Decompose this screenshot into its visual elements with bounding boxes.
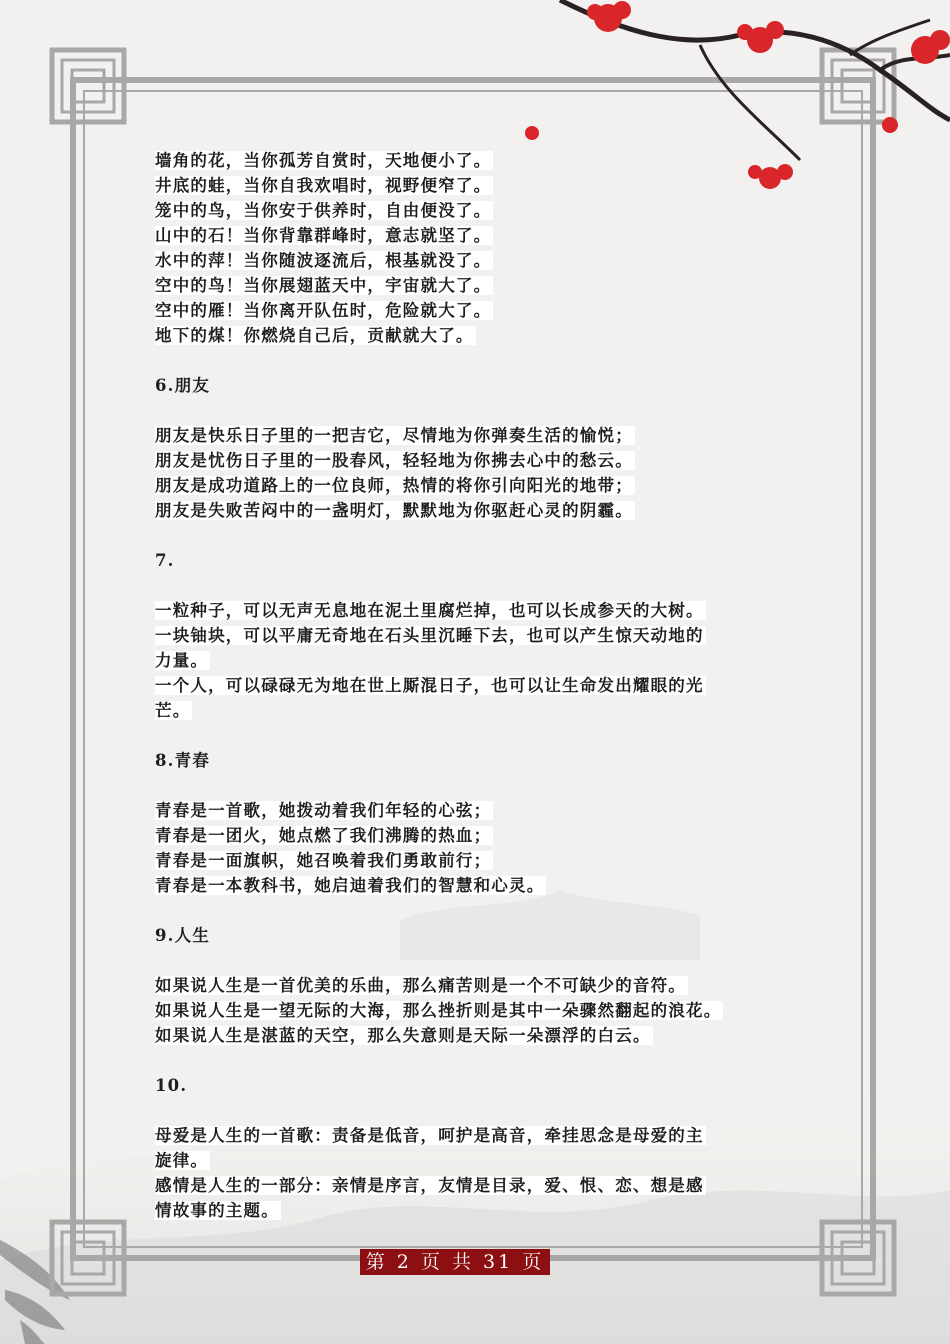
poem-line: 山中的石！当你背靠群峰时，意志就坚了。 [155, 226, 492, 245]
poem-line: 井底的蛙，当你自我欢唱时，视野便窄了。 [155, 176, 492, 195]
paragraph-line: 朋友是快乐日子里的一把吉它，尽情地为你弹奏生活的愉悦； [155, 426, 633, 445]
section-heading: 9.人生 [155, 926, 211, 945]
paragraph-line: 如果说人生是湛蓝的天空，那么失意则是天际一朵漂浮的白云。 [155, 1026, 651, 1045]
paragraph-line: 青春是一面旗帜，她召唤着我们勇敢前行； [155, 851, 492, 870]
paragraph-line: 力量。 [155, 651, 209, 670]
poem-line: 墙角的花，当你孤芳自赏时，天地便小了。 [155, 151, 492, 170]
section-heading: 8.青春 [155, 751, 211, 770]
paragraph-line: 如果说人生是一望无际的大海，那么挫折则是其中一朵骤然翻起的浪花。 [155, 1001, 722, 1020]
corner-knot-top-left [52, 50, 124, 122]
section-heading: 10. [155, 1076, 188, 1095]
ink-mountains [0, 890, 950, 1344]
paragraph-line: 青春是一本教科书，她启迪着我们的智慧和心灵。 [155, 876, 545, 895]
paragraph-line: 朋友是失败苦闷中的一盏明灯，默默地为你驱赶心灵的阴霾。 [155, 501, 633, 520]
paragraph-line: 旋律。 [155, 1151, 209, 1170]
poem-line: 笼中的鸟，当你安于供养时，自由便没了。 [155, 201, 492, 220]
paragraph-line: 母爱是人生的一首歌：责备是低音，呵护是高音，牵挂思念是母爱的主 [155, 1126, 704, 1145]
poem-line: 地下的煤！你燃烧自己后，贡献就大了。 [155, 326, 474, 345]
paragraph-line: 情故事的主题。 [155, 1201, 279, 1220]
section-heading: 7. [155, 551, 175, 570]
page-number-footer: 第 2 页 共 31 页 [360, 1249, 550, 1275]
poem-line: 水中的萍！当你随波逐流后，根基就没了。 [155, 251, 492, 270]
paragraph-line: 芒。 [155, 701, 191, 720]
section-heading: 6.朋友 [155, 376, 211, 395]
plum-blossom-branch [525, 0, 950, 189]
paragraph-line: 朋友是成功道路上的一位良师，热情的将你引向阳光的地带； [155, 476, 633, 495]
paragraph-line: 感情是人生的一部分：亲情是序言，友情是目录，爱、恨、恋、想是感 [155, 1176, 704, 1195]
paragraph-line: 如果说人生是一首优美的乐曲，那么痛苦则是一个不可缺少的音符。 [155, 976, 686, 995]
poem-line: 空中的鸟！当你展翅蓝天中，宇宙就大了。 [155, 276, 492, 295]
paragraph-line: 青春是一团火，她点燃了我们沸腾的热血； [155, 826, 492, 845]
paragraph-line: 青春是一首歌，她拨动着我们年轻的心弦； [155, 801, 492, 820]
paragraph-line: 一块铀块，可以平庸无奇地在石头里沉睡下去，也可以产生惊天动地的 [155, 626, 704, 645]
poem-line: 空中的雁！当你离开队伍时，危险就大了。 [155, 301, 492, 320]
paragraph-line: 一粒种子，可以无声无息地在泥土里腐烂掉，也可以长成参天的大树。 [155, 601, 704, 620]
paragraph-line: 朋友是忧伤日子里的一股春风，轻轻地为你拂去心中的愁云。 [155, 451, 633, 470]
corner-knot-top-right [822, 50, 894, 122]
paragraph-line: 一个人，可以碌碌无为地在世上厮混日子，也可以让生命发出耀眼的光 [155, 676, 704, 695]
